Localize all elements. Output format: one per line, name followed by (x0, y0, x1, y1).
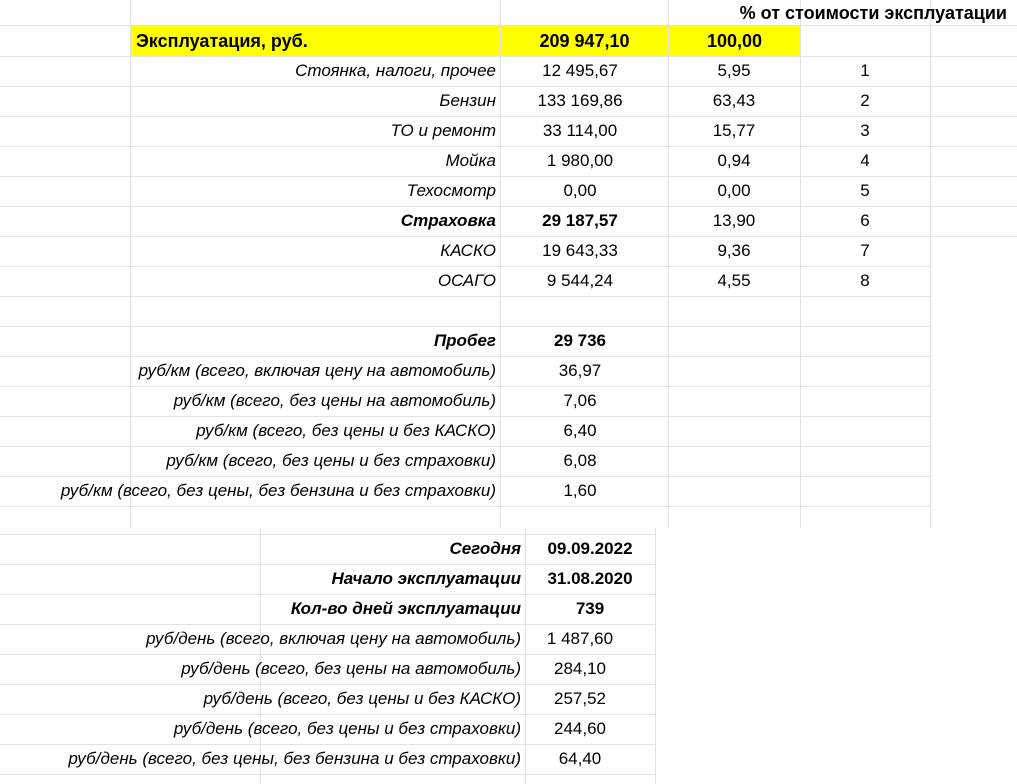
per-km-label[interactable]: руб/км (всего, без цены на автомобиль) (173, 391, 496, 410)
per-km-label[interactable]: руб/км (всего, включая цену на автомобиль) (138, 361, 496, 380)
expense-index[interactable]: 4 (860, 151, 870, 170)
expense-label[interactable]: Техосмотр (406, 181, 496, 200)
expense-index[interactable]: 6 (860, 211, 870, 230)
expense-index[interactable]: 5 (860, 181, 870, 200)
per-day-label[interactable]: руб/день (всего, без цены и без КАСКО) (203, 689, 521, 708)
expense-pct[interactable]: 4,55 (717, 271, 751, 290)
per-day-value[interactable]: 64,40 (558, 749, 602, 768)
empty-area-bottom-right (657, 550, 1017, 784)
expense-value[interactable]: 12 495,67 (542, 61, 618, 80)
per-day-value[interactable]: 1 487,60 (546, 629, 614, 648)
expense-label[interactable]: Мойка (445, 151, 496, 170)
per-km-value[interactable]: 7,06 (563, 391, 597, 410)
expense-pct[interactable]: 0,00 (717, 181, 751, 200)
per-km-label[interactable]: руб/км (всего, без цены, без бензина и без страховки) (60, 481, 496, 500)
start-date-label[interactable]: Начало эксплуатации (331, 569, 521, 588)
expense-value[interactable]: 0,00 (563, 181, 597, 200)
expense-label[interactable]: ОСАГО (437, 271, 496, 290)
today-label[interactable]: Сегодня (449, 539, 521, 558)
days-count-value[interactable]: 739 (575, 599, 605, 618)
expense-pct[interactable]: 63,43 (712, 91, 756, 110)
expense-value[interactable]: 33 114,00 (542, 121, 618, 140)
per-km-label[interactable]: руб/км (всего, без цены и без КАСКО) (196, 421, 496, 440)
expense-index[interactable]: 2 (860, 91, 870, 110)
expense-pct[interactable]: 13,90 (712, 211, 756, 230)
summary-pct[interactable]: 100,00 (669, 26, 800, 56)
expense-value[interactable]: 9 544,24 (546, 271, 614, 290)
expense-value[interactable]: 1 980,00 (546, 151, 614, 170)
per-day-label[interactable]: руб/день (всего, без цены и без страховки) (173, 719, 521, 738)
summary-label[interactable]: Эксплуатация, руб. (131, 26, 500, 56)
per-day-label[interactable]: руб/день (всего, без цены на автомобиль) (181, 659, 521, 678)
per-day-label[interactable]: руб/день (всего, включая цену на автомобиль) (146, 629, 521, 648)
expense-pct[interactable]: 15,77 (712, 121, 756, 140)
start-date-value[interactable]: 31.08.2020 (547, 569, 633, 588)
pct-column-title: % от стоимости эксплуатации (739, 3, 1007, 23)
expense-label[interactable]: КАСКО (440, 241, 496, 260)
expense-label[interactable]: Бензин (439, 91, 496, 110)
expense-pct[interactable]: 5,95 (717, 61, 751, 80)
expense-index[interactable]: 8 (860, 271, 870, 290)
per-km-value[interactable]: 6,08 (563, 451, 597, 470)
expense-value[interactable]: 29 187,57 (542, 211, 618, 230)
mileage-label[interactable]: Пробег (433, 331, 496, 350)
expense-index[interactable]: 1 (860, 61, 870, 80)
summary-value[interactable]: 209 947,10 (501, 26, 668, 56)
per-km-label[interactable]: руб/км (всего, без цены и без страховки) (166, 451, 496, 470)
empty-area-right (932, 262, 1017, 552)
per-day-label[interactable]: руб/день (всего, без цены, без бензина и без страховки) (68, 749, 521, 768)
expense-pct[interactable]: 9,36 (717, 241, 751, 260)
per-day-value[interactable]: 244,60 (554, 719, 606, 738)
per-day-value[interactable]: 257,52 (554, 689, 606, 708)
per-day-value[interactable]: 284,10 (554, 659, 606, 678)
expense-index[interactable]: 7 (860, 241, 870, 260)
per-km-value[interactable]: 36,97 (558, 361, 602, 380)
expense-value[interactable]: 19 643,33 (542, 241, 618, 260)
expense-label[interactable]: Стоянка, налоги, прочее (295, 61, 496, 80)
per-km-value[interactable]: 6,40 (563, 421, 597, 440)
per-km-value[interactable]: 1,60 (563, 481, 597, 500)
expense-label[interactable]: ТО и ремонт (390, 121, 496, 140)
expense-label[interactable]: Страховка (400, 211, 496, 230)
today-value[interactable]: 09.09.2022 (547, 539, 633, 558)
expense-pct[interactable]: 0,94 (717, 151, 751, 170)
expense-value[interactable]: 133 169,86 (537, 91, 623, 110)
expense-index[interactable]: 3 (860, 121, 870, 140)
mileage-value[interactable]: 29 736 (554, 331, 606, 350)
days-count-label[interactable]: Кол-во дней эксплуатации (290, 599, 521, 618)
